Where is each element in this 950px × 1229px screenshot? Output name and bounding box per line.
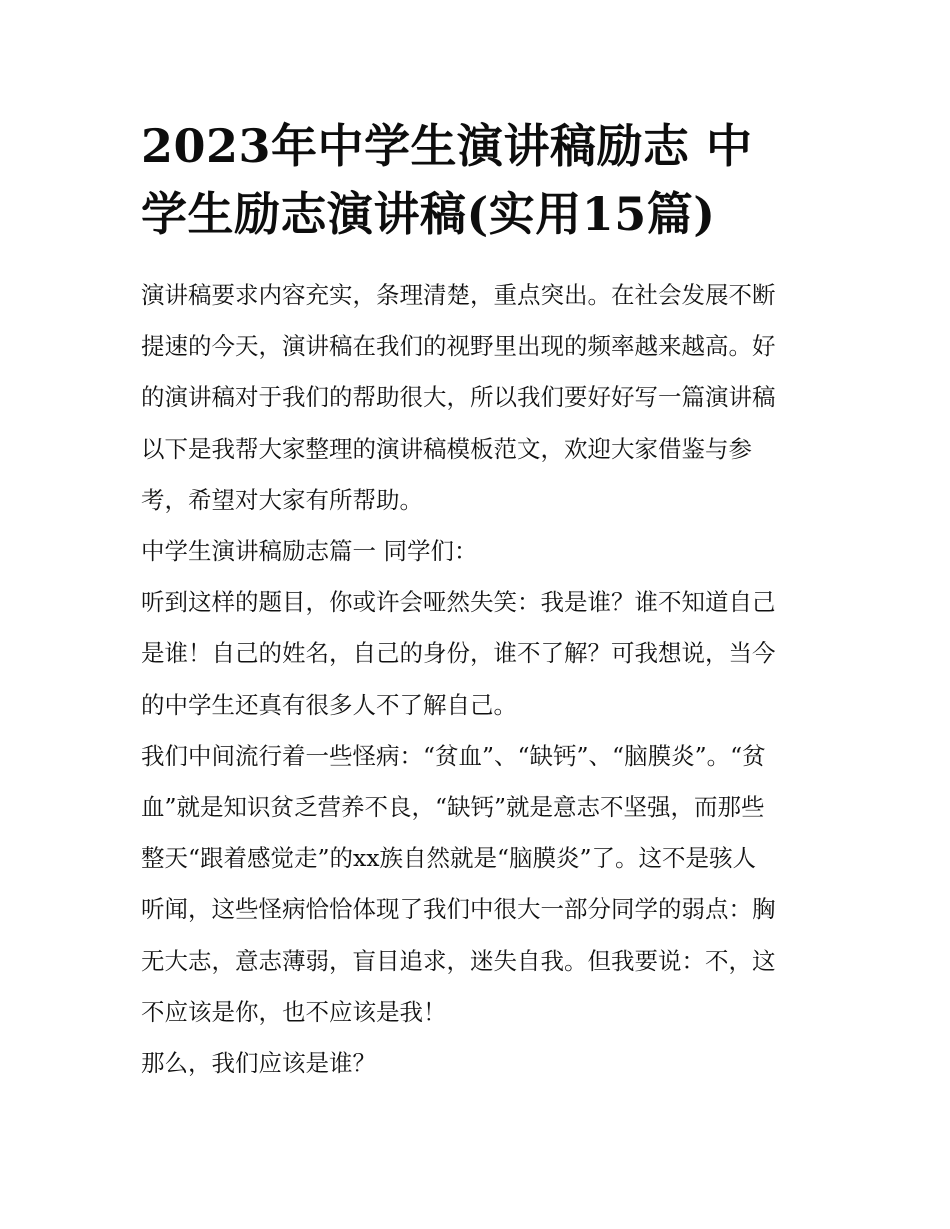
- text-line: 的演讲稿对于我们的帮助很大，所以我们要好好写一篇演讲稿: [141, 383, 776, 412]
- title-line-2: 学生励志演讲稿(实用15篇): [141, 187, 716, 241]
- text-line: 是谁！自己的姓名，自己的身份，谁不了解？可我想说，当今: [141, 639, 776, 668]
- text-line: 演讲稿要求内容充实，条理清楚，重点突出。在社会发展不断: [141, 281, 776, 309]
- text-line: 中学生演讲稿励志篇一 同学们：: [141, 537, 478, 566]
- text-line: 听到这样的题目，你或许会哑然失笑：我是谁？谁不知道自己: [141, 588, 776, 617]
- text-line: 整天“跟着感觉走”的xx族自然就是“脑膜炎”了。这不是骇人: [141, 844, 757, 873]
- section-heading-paragraph: [141, 526, 817, 577]
- text-line: 那么，我们应该是谁？: [141, 1049, 376, 1078]
- body-paragraph-3: [141, 1038, 817, 1089]
- document-title: [141, 112, 817, 248]
- intro-paragraph: [141, 270, 817, 526]
- text-line: 考，希望对大家有所帮助。: [141, 485, 423, 514]
- text-line: 以下是我帮大家整理的演讲稿模板范文，欢迎大家借鉴与参: [141, 434, 752, 463]
- text-line: 不应该是你，也不应该是我！: [141, 997, 447, 1026]
- text-line: 的中学生还真有很多人不了解自己。: [141, 690, 517, 719]
- text-line: 听闻，这些怪病恰恰体现了我们中很大一部分同学的弱点：胸: [141, 895, 776, 924]
- body-paragraph-1: [141, 577, 817, 731]
- title-line-1: 2023年中学生演讲稿励志 中: [141, 119, 753, 173]
- text-line: 我们中间流行着一些怪病：“贫血”、“缺钙”、“脑膜炎”。“贫: [141, 741, 766, 770]
- text-line: 血”就是知识贫乏营养不良，“缺钙”就是意志不坚强，而那些: [141, 793, 765, 822]
- document-page: [141, 112, 817, 1089]
- body-paragraph-2: [141, 731, 817, 1038]
- text-line: 无大志，意志薄弱，盲目追求，迷失自我。但我要说：不，这: [141, 946, 776, 975]
- text-line: 提速的今天，演讲稿在我们的视野里出现的频率越来越高。好: [141, 332, 776, 361]
